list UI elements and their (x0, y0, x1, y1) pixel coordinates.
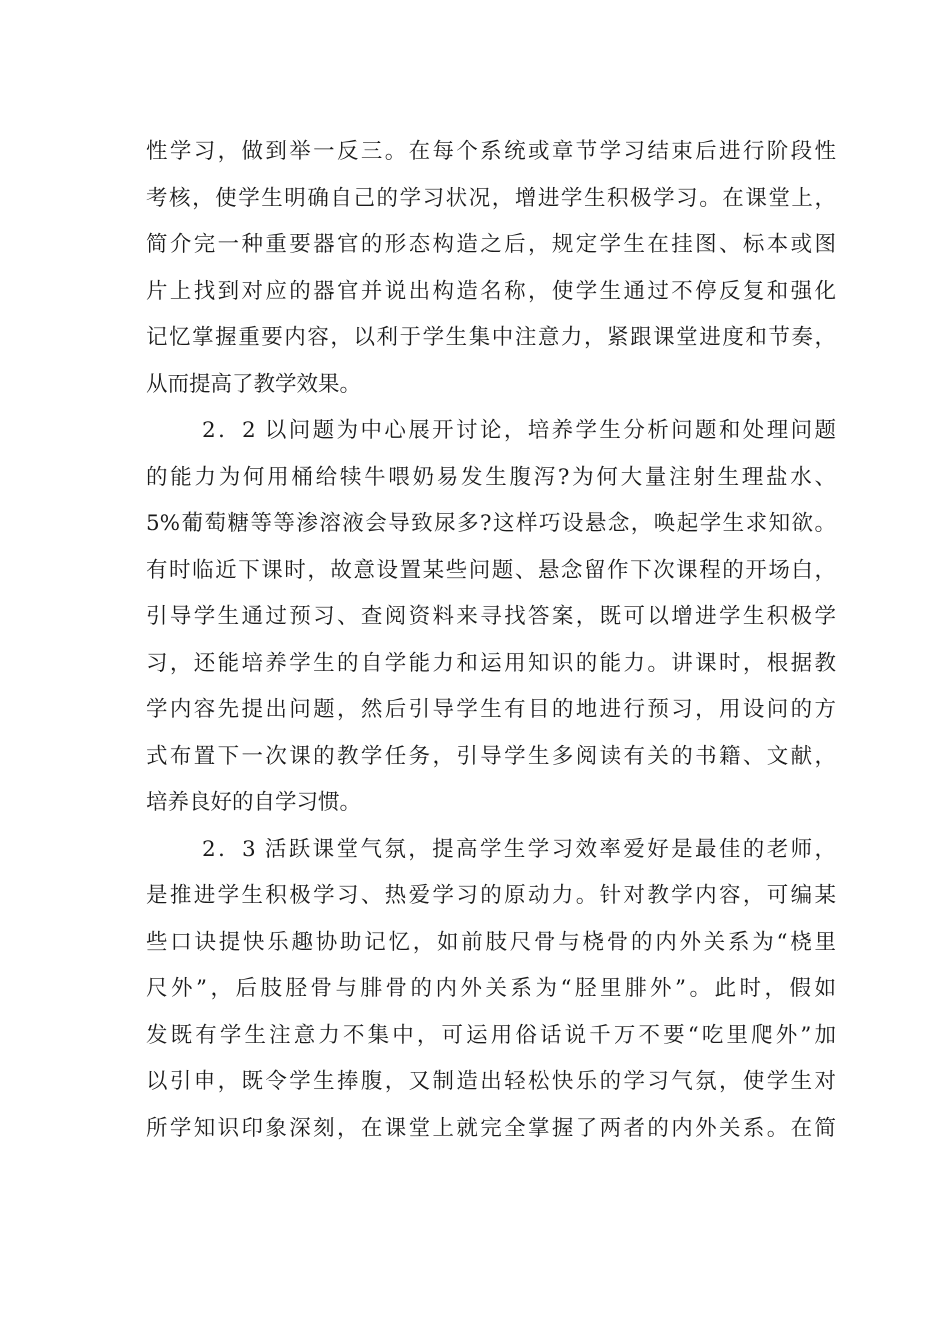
text-line: 以引申，既令学生捧腹，又制造出轻松快乐的学习气氛，使学生对 (146, 1069, 836, 1094)
text-line: 的能力为何用桶给犊牛喂奶易发生腹泻?为何大量注射生理盐水、 (146, 464, 836, 490)
paragraph-1 (146, 129, 836, 408)
text-line: 习，还能培养学生的自学能力和运用知识的能力。讲课时，根据教 (146, 650, 836, 676)
paragraph-3 (146, 827, 836, 1153)
paragraph-2 (146, 408, 836, 827)
document-body (146, 129, 836, 1152)
text-line: 引导学生通过预习、查阅资料来寻找答案，既可以增进学生积极学 (146, 604, 836, 629)
text-line: 从而提高了教学效果。 (146, 371, 362, 397)
text-line: 记忆掌握重要内容，以利于学生集中注意力，紧跟课堂进度和节奏， (146, 325, 836, 350)
text-line: 考核，使学生明确自己的学习状况，增进学生积极学习。在课堂上， (146, 185, 836, 211)
text-line: 5%葡萄糖等等渗溶液会导致尿多?这样巧设悬念，唤起学生求知欲。 (146, 511, 836, 536)
text-line: 是推进学生积极学习、热爱学习的原动力。针对教学内容，可编某 (146, 883, 836, 908)
text-line: 尺外”，后肢胫骨与腓骨的内外关系为“胫里腓外”。此时，假如 (146, 976, 836, 1001)
text-line: 性学习，做到举一反三。在每个系统或章节学习结束后进行阶段性 (146, 139, 836, 164)
text-line: 培养良好的自学习惯。 (146, 790, 362, 815)
text-line: 式布置下一次课的教学任务，引导学生多阅读有关的书籍、文献， (146, 743, 836, 769)
text-line: 有时临近下课时，故意设置某些问题、悬念留作下次课程的开场白， (146, 557, 836, 583)
section-heading-line: 2．3 活跃课堂气氛，提高学生学习效率爱好是最佳的老师， (202, 836, 836, 862)
text-line: 简介完一种重要器官的形态构造之后，规定学生在挂图、标本或图 (146, 232, 836, 257)
text-line: 些口诀提快乐趣协助记忆，如前肢尺骨与桡骨的内外关系为“桡里 (146, 929, 836, 955)
text-line: 片上找到对应的器官并说出构造名称，使学生通过不停反复和强化 (146, 278, 836, 304)
text-line: 所学知识印象深刻，在课堂上就完全掌握了两者的内外关系。在简 (146, 1115, 836, 1141)
text-line: 发既有学生注意力不集中，可运用俗话说千万不要“吃里爬外”加 (146, 1022, 836, 1048)
text-line: 学内容先提出问题，然后引导学生有目的地进行预习，用设问的方 (146, 697, 836, 722)
section-heading-line: 2．2 以问题为中心展开讨论，培养学生分析问题和处理问题 (202, 418, 836, 443)
